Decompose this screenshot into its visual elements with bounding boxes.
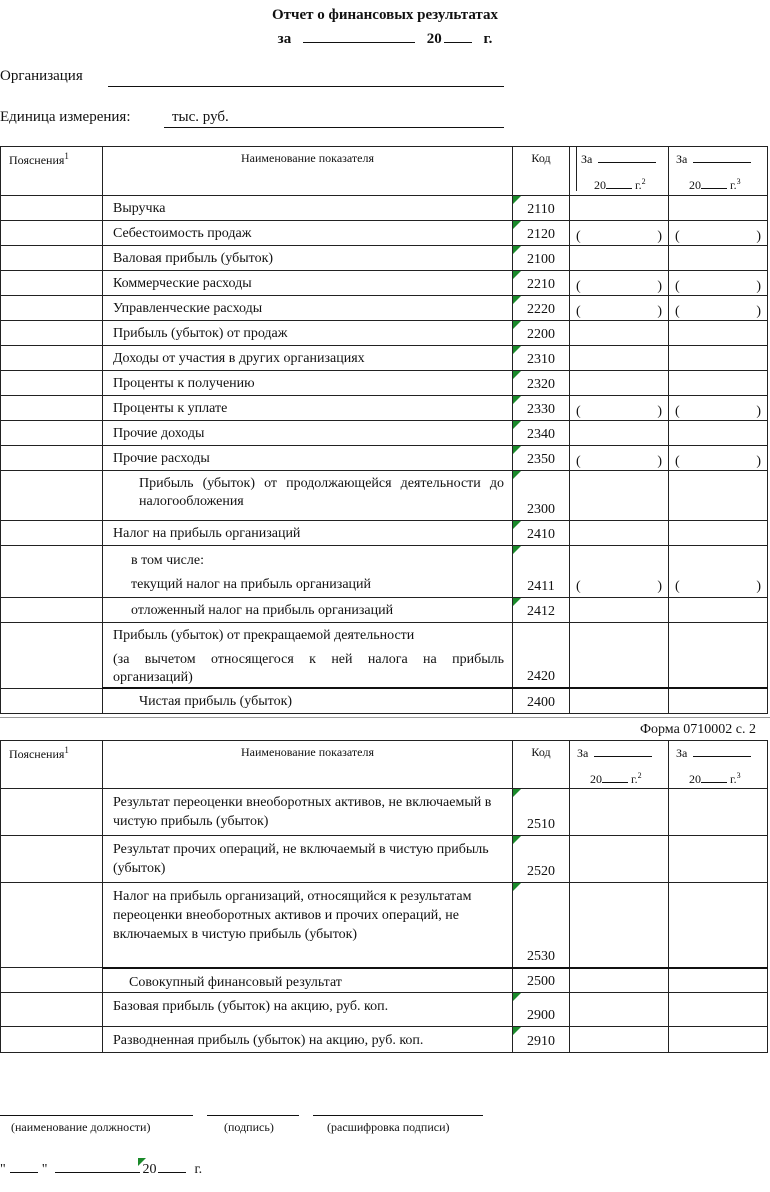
value-previous[interactable] — [669, 993, 768, 1027]
value-current[interactable] — [570, 221, 669, 246]
table-row-2200 — [1, 321, 768, 346]
flag-icon — [513, 993, 521, 1001]
row-name: Управленческие расходы — [113, 301, 263, 316]
value-previous[interactable] — [669, 196, 768, 221]
flag-icon — [513, 471, 521, 479]
code-cell — [513, 421, 570, 446]
period-year: 20 — [426, 31, 442, 47]
value-current[interactable] — [570, 421, 669, 446]
row-name: Прочие доходы — [113, 426, 205, 441]
form-label: Форма 0710002 с. 2 — [639, 722, 756, 737]
value-current[interactable] — [570, 246, 669, 271]
flag-icon — [513, 836, 521, 844]
value-current[interactable] — [570, 1027, 669, 1053]
code-cell — [513, 836, 570, 883]
row-name: Выручка — [113, 201, 166, 216]
row-name: Прочие расходы — [113, 451, 210, 466]
row-name: Базовая прибыль (убыток) на акцию, руб. коп. — [113, 999, 389, 1014]
value-previous[interactable] — [669, 836, 768, 883]
row-code: 2500 — [527, 974, 555, 989]
date-line: " " 20 г. — [0, 1158, 202, 1178]
decoding-caption: (расшифровка подписи) — [327, 1120, 450, 1134]
row-code: 2412 — [527, 604, 555, 619]
table-row-2910 — [1, 1027, 768, 1053]
value-current[interactable] — [570, 321, 669, 346]
flag-icon — [513, 883, 521, 891]
table-row-2500 — [1, 968, 768, 993]
name-cell — [103, 196, 513, 221]
flag-icon — [138, 1158, 146, 1166]
code-cell — [513, 321, 570, 346]
code-cell — [513, 371, 570, 396]
name-cell — [103, 321, 513, 346]
period-blank[interactable] — [303, 28, 415, 43]
header-code: Код — [513, 741, 570, 789]
financial-results-table — [0, 146, 768, 714]
report-period — [0, 28, 770, 48]
value-previous[interactable] — [669, 521, 768, 546]
row-code: 2350 — [527, 452, 555, 467]
date-year-blank[interactable] — [158, 1158, 186, 1173]
table-row-2420 — [1, 623, 768, 689]
row-name: Налог на прибыль организаций, относящийся к результатам переоценки внеоборотных активов и прочих операций, не включаемых в чистую прибыль (убыток) — [113, 889, 472, 942]
page-separator — [0, 717, 770, 718]
table-row-2310 — [1, 346, 768, 371]
notes-cell — [1, 196, 103, 221]
row-code: 2340 — [527, 427, 555, 442]
row-code: 2320 — [527, 377, 555, 392]
code-cell — [513, 271, 570, 296]
brackets: ( ) — [576, 404, 662, 419]
name-cell — [103, 271, 513, 296]
value-current[interactable]: ( ) — [570, 546, 669, 598]
table-row-2411 — [1, 546, 768, 598]
row-code: 2910 — [527, 1034, 555, 1049]
code-cell — [513, 968, 570, 993]
value-previous[interactable]: ( ) — [669, 546, 768, 598]
row-name: Прибыль (убыток) от продолжающейся деятельности до налогообложения — [139, 476, 504, 509]
name-cell — [103, 296, 513, 321]
value-previous[interactable] — [669, 688, 768, 713]
unit-label: Единица измерения: — [0, 109, 131, 125]
row-name: Валовая прибыль (убыток) — [113, 251, 274, 266]
code-cell — [513, 993, 570, 1027]
code-cell — [513, 346, 570, 371]
row-code: 2530 — [527, 948, 555, 964]
row-name: Результат переоценки внеоборотных активов, не включаемый в чистую прибыль (убыток) — [113, 795, 492, 829]
period-prefix: за — [277, 31, 292, 47]
brackets: ( ) — [576, 229, 662, 244]
row-name: текущий налог на прибыль организаций — [131, 577, 372, 592]
table-row-2530 — [1, 883, 768, 968]
value-current[interactable] — [570, 471, 669, 521]
table-row-2100 — [1, 246, 768, 271]
header-notes: Пояснения$^1$ — [1, 741, 103, 789]
value-previous[interactable] — [669, 371, 768, 396]
flag-icon — [513, 546, 521, 554]
value-current[interactable] — [570, 789, 669, 836]
row-prefix: в том числе: — [131, 553, 204, 568]
code-cell — [513, 296, 570, 321]
row-name-note: (за вычетом относящегося к ней налога на прибыль организаций) — [113, 652, 504, 685]
row-name: Чистая прибыль (убыток) — [139, 694, 293, 709]
value-previous[interactable] — [669, 221, 768, 246]
notes-cell — [1, 993, 103, 1027]
notes-cell — [1, 246, 103, 271]
header-name: Наименование показателя — [103, 147, 513, 196]
comprehensive-results-table — [0, 740, 768, 1053]
value-previous[interactable] — [669, 623, 768, 689]
notes-cell — [1, 1027, 103, 1053]
table-row-2900 — [1, 993, 768, 1027]
table-header-row — [1, 147, 768, 196]
notes-cell — [1, 789, 103, 836]
row-name: Налог на прибыль организаций — [113, 526, 301, 541]
code-cell — [513, 1027, 570, 1053]
row-code: 2510 — [527, 817, 555, 832]
table-row-2320 — [1, 371, 768, 396]
row-name: Прибыль (убыток) от прекращаемой деятельности — [113, 628, 415, 643]
value-current[interactable] — [570, 883, 669, 968]
row-name: Доходы от участия в других организациях — [113, 351, 365, 366]
table-row-2340 — [1, 421, 768, 446]
value-previous[interactable] — [669, 296, 768, 321]
table-row-2210 — [1, 271, 768, 296]
row-name: Разводненная прибыль (убыток) на акцию, руб. коп. — [113, 1033, 424, 1048]
value-current[interactable] — [570, 521, 669, 546]
notes-cell — [1, 883, 103, 968]
value-current[interactable] — [570, 446, 669, 471]
name-cell — [103, 346, 513, 371]
name-cell — [103, 789, 513, 836]
name-cell — [103, 446, 513, 471]
signature-field[interactable] — [207, 1115, 299, 1116]
notes-cell — [1, 396, 103, 421]
value-previous[interactable] — [669, 789, 768, 836]
code-cell — [513, 883, 570, 968]
row-code: 2200 — [527, 327, 555, 342]
table-row-2510 — [1, 789, 768, 836]
brackets: ( ) — [675, 279, 761, 294]
row-name: Совокупный финансовый результат — [129, 974, 342, 990]
name-cell — [103, 246, 513, 271]
header-previous-period: За 20 г.$^3$ — [669, 741, 768, 789]
day-blank[interactable] — [10, 1158, 38, 1173]
value-previous[interactable] — [669, 446, 768, 471]
row-code: 2411 — [527, 579, 555, 594]
brackets: ( ) — [675, 304, 761, 319]
notes-cell — [1, 346, 103, 371]
row-code: 2220 — [527, 302, 555, 317]
row-name: Проценты к получению — [113, 376, 255, 391]
month-blank[interactable] — [55, 1158, 140, 1173]
table-row-2400 — [1, 688, 768, 713]
table-header-row — [1, 741, 768, 789]
value-previous[interactable] — [669, 1027, 768, 1053]
brackets: ( ) — [675, 229, 761, 244]
notes-cell — [1, 836, 103, 883]
table-row-2350 — [1, 446, 768, 471]
header-name: Наименование показателя — [103, 741, 513, 789]
signature-caption: (подпись) — [224, 1120, 274, 1134]
brackets: ( ) — [576, 304, 662, 319]
value-current[interactable] — [570, 968, 669, 993]
header-code: Код — [513, 147, 570, 196]
notes-cell — [1, 271, 103, 296]
value-previous[interactable] — [669, 598, 768, 623]
header-notes: Пояснения$^1$ — [1, 147, 103, 196]
report-title: Отчет о финансовых результатах — [271, 7, 498, 23]
row-code: 2110 — [527, 202, 555, 217]
notes-cell — [1, 221, 103, 246]
row-code: 2310 — [527, 352, 555, 367]
value-current[interactable] — [570, 296, 669, 321]
row-code: 2400 — [527, 694, 555, 710]
row-name: Проценты к уплате — [113, 401, 228, 416]
row-code: 2410 — [527, 527, 555, 542]
row-name: Результат прочих операций, не включаемый в чистую прибыль (убыток) — [113, 842, 489, 876]
decoding-field[interactable] — [313, 1115, 483, 1116]
value-current[interactable] — [570, 346, 669, 371]
name-cell — [103, 968, 513, 993]
name-cell — [103, 421, 513, 446]
period-suffix: г. — [483, 31, 493, 47]
row-code: 2900 — [527, 1008, 555, 1023]
brackets: ( ) — [576, 279, 662, 294]
value-previous[interactable] — [669, 246, 768, 271]
table-row-2330 — [1, 396, 768, 421]
notes-cell — [1, 421, 103, 446]
value-previous[interactable] — [669, 471, 768, 521]
organization-field[interactable] — [108, 86, 504, 87]
name-cell — [103, 993, 513, 1027]
value-current[interactable] — [570, 396, 669, 421]
code-cell — [513, 789, 570, 836]
flag-icon — [513, 789, 521, 797]
header-current-period: За 20 г.$^2$ — [570, 147, 669, 196]
notes-cell — [1, 968, 103, 993]
row-name: отложенный налог на прибыль организаций — [131, 603, 394, 618]
notes-cell — [1, 371, 103, 396]
table-row-2220 — [1, 296, 768, 321]
table-row-2110 — [1, 196, 768, 221]
code-cell — [513, 246, 570, 271]
value-current[interactable] — [570, 196, 669, 221]
code-cell — [513, 446, 570, 471]
brackets: ( ) — [576, 454, 662, 469]
name-cell — [103, 1027, 513, 1053]
year-blank[interactable] — [444, 28, 472, 43]
row-name: Прибыль (убыток) от продаж — [113, 326, 288, 341]
value-previous[interactable] — [669, 396, 768, 421]
name-cell — [103, 396, 513, 421]
row-name: Себестоимость продаж — [113, 226, 252, 241]
name-cell — [103, 883, 513, 968]
row-code: 2300 — [527, 502, 555, 517]
value-previous[interactable] — [669, 346, 768, 371]
organization-label: Организация — [0, 68, 83, 84]
row-code: 2210 — [527, 277, 555, 292]
row-code: 2520 — [527, 864, 555, 879]
notes-cell — [1, 321, 103, 346]
header-current-period: За 20 г.$^2$ — [570, 741, 669, 789]
table-row-2300 — [1, 471, 768, 521]
value-previous[interactable] — [669, 421, 768, 446]
row-name: Коммерческие расходы — [113, 276, 252, 291]
code-cell — [513, 221, 570, 246]
table-row-2410 — [1, 521, 768, 546]
table-row-2120 — [1, 221, 768, 246]
table-row-2412 — [1, 598, 768, 623]
value-current[interactable] — [570, 371, 669, 396]
name-cell — [103, 371, 513, 396]
value-current[interactable] — [570, 688, 669, 713]
brackets: ( ) — [675, 454, 761, 469]
code-cell — [513, 396, 570, 421]
value-current[interactable] — [570, 271, 669, 296]
value-previous[interactable] — [669, 321, 768, 346]
unit-value: тыс. руб. — [172, 109, 229, 125]
value-previous[interactable] — [669, 968, 768, 993]
value-current[interactable] — [570, 623, 669, 689]
brackets: ( ) — [675, 404, 761, 419]
row-code: 2120 — [527, 227, 555, 242]
value-current[interactable] — [570, 993, 669, 1027]
value-current[interactable] — [570, 598, 669, 623]
row-code: 2100 — [527, 252, 555, 267]
header-previous-period: За 20 г.$^3$ — [669, 147, 768, 196]
table-row-2520 — [1, 836, 768, 883]
code-cell — [513, 196, 570, 221]
notes-cell — [1, 446, 103, 471]
position-field[interactable] — [0, 1115, 193, 1116]
row-code: 2330 — [527, 402, 555, 417]
unit-field[interactable] — [164, 127, 504, 128]
notes-cell — [1, 296, 103, 321]
position-caption: (наименование должности) — [11, 1120, 151, 1134]
value-previous[interactable] — [669, 271, 768, 296]
value-current[interactable] — [570, 836, 669, 883]
row-code: 2420 — [527, 669, 555, 684]
name-cell — [103, 221, 513, 246]
value-previous[interactable] — [669, 883, 768, 968]
name-cell — [103, 836, 513, 883]
